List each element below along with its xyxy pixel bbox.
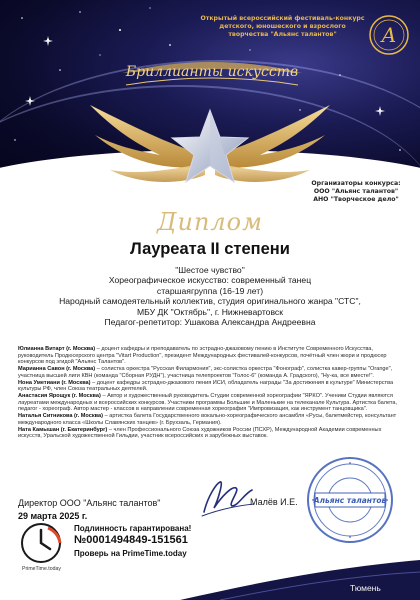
nomination-line: Педагог-репетитор: Ушакова Александра Андреевна <box>104 317 316 328</box>
nomination-line: "Шестое чувство" <box>175 265 245 275</box>
jury-member <box>18 380 406 393</box>
jury-member <box>18 427 406 440</box>
jury-bio: – доцент кафедры и преподаватель по эстрадно-джазовому пению в Институте Современного Искусства, руководитель Продюсерского центра "Vitart Production", президент Международных фестивалей-конкурсов, почётный член жюри и продюсер конкурсов под эгидой "Альянс Талантов". <box>18 346 387 366</box>
authenticity-text: Подлинность гарантирована! <box>74 524 192 533</box>
nomination-block <box>50 265 370 327</box>
seal-company-text: Альянс талантов <box>313 496 387 505</box>
svg-text:A: A <box>381 23 397 47</box>
jury-bio: – солистка оркестра "Русская Филармония", экс-солистка оркестра "Фонограф", солистка кавер-группы "Orange", участница высшей лиги КВН (команда "Сборная РУДН"), участница телепроектов "Голос-6" (команда А. Градского), "Ну-ка, все вместе!". <box>18 366 393 379</box>
diploma-title: Диплом <box>156 208 264 236</box>
jury-bio: – артистка балета Государственного вокально-хореографического ансамбля «Русы, балетмейстер, консультант международного класса «Школы Славянских танцев» (г. Брухзаль, Германия). <box>18 413 397 426</box>
nomination-line: старшаягруппа (16-19 лет) <box>156 285 264 296</box>
director-title: Директор ООО "Альянс талантов" <box>18 498 161 508</box>
organizer-line: АНО "Творческое дело" <box>313 196 399 203</box>
jury-bio: – Автор и художественный руководитель Студии современной хореографии "ЯРКО". Ученики Студии являются лауреатами международных и всероссийских конкурсов. Участники программы Большие и Маленькие на телеканале Культура. Артистка балета, педагог - хореограф. Автор мастер - классов в направлении современная хореография "Импровизация, как инструмент танцовщика". <box>18 393 398 413</box>
signing-date: 29 марта 2025 г. <box>18 511 88 521</box>
nomination-line: МБУ ДК "Октябрь", г. Нижневартовск <box>137 306 283 317</box>
festival-line: Открытый всероссийский фестиваль-конкурс <box>200 15 365 22</box>
winged-star-icon <box>70 85 350 195</box>
jury-member <box>18 393 406 413</box>
organizers-block <box>298 180 414 204</box>
company-seal-icon <box>305 455 395 545</box>
nomination-line: Хореографическое искусство: современный танец <box>108 275 312 286</box>
jury-list <box>18 346 406 440</box>
verification-link[interactable]: Проверь на PrimeTime.today <box>74 549 187 558</box>
nomination-line: Народный самодеятельный коллектив, студия оригинального жанра "СТС", <box>59 296 361 307</box>
jury-name: Марианна Савон (г. Москва) <box>18 366 96 373</box>
organizer-line: ООО "Альянс талантов" <box>313 188 399 195</box>
jury-bio: – член Профессионального Союза художников России (ПСХР), Международной Академии современных искусств, Уральской художественной Гильдии, участник всероссийских и зарубежных выставок. <box>18 426 382 440</box>
festival-line: творчества "Альянс талантов" <box>228 31 337 38</box>
festival-line: детского, юношеского и взрослого <box>219 23 346 30</box>
jury-name: Юлианна Витарт (г. Москва) <box>18 346 96 352</box>
footer-wave <box>0 560 420 600</box>
jury-member <box>18 366 406 379</box>
organizers-title: Организаторы конкурса: <box>311 180 401 187</box>
primetime-logo-icon <box>20 522 62 564</box>
jury-name: Анастасия Ярощук (г. Москва) <box>18 393 101 400</box>
jury-name: Нона Уметиани (г. Москва) <box>18 379 91 386</box>
award-degree: Лауреата II степени <box>130 240 290 258</box>
festival-title: Бриллианты искусств <box>125 64 299 80</box>
city-name: Тюмень <box>350 583 381 593</box>
jury-name: Ната Камышан (г. Екатеринбург) <box>18 426 108 433</box>
certificate-number: №0001494849-151561 <box>74 534 188 546</box>
signer-name: Малёв И.Е. <box>250 497 298 507</box>
jury-bio: – доцент кафедры эстрадно-джазового пения ИСИ, обладатель награды "За достижения в культуре" Министерства культуры РФ, член Союза театральных деятелей. <box>18 379 394 393</box>
festival-logo-icon <box>368 14 410 56</box>
jury-member <box>18 413 406 426</box>
primetime-label: PrimeTime.today <box>21 566 61 572</box>
jury-name: Наталья Ситникова (г. Москва) <box>18 413 104 420</box>
handwritten-signature <box>198 476 258 520</box>
festival-name <box>195 15 370 39</box>
jury-member <box>18 346 406 366</box>
